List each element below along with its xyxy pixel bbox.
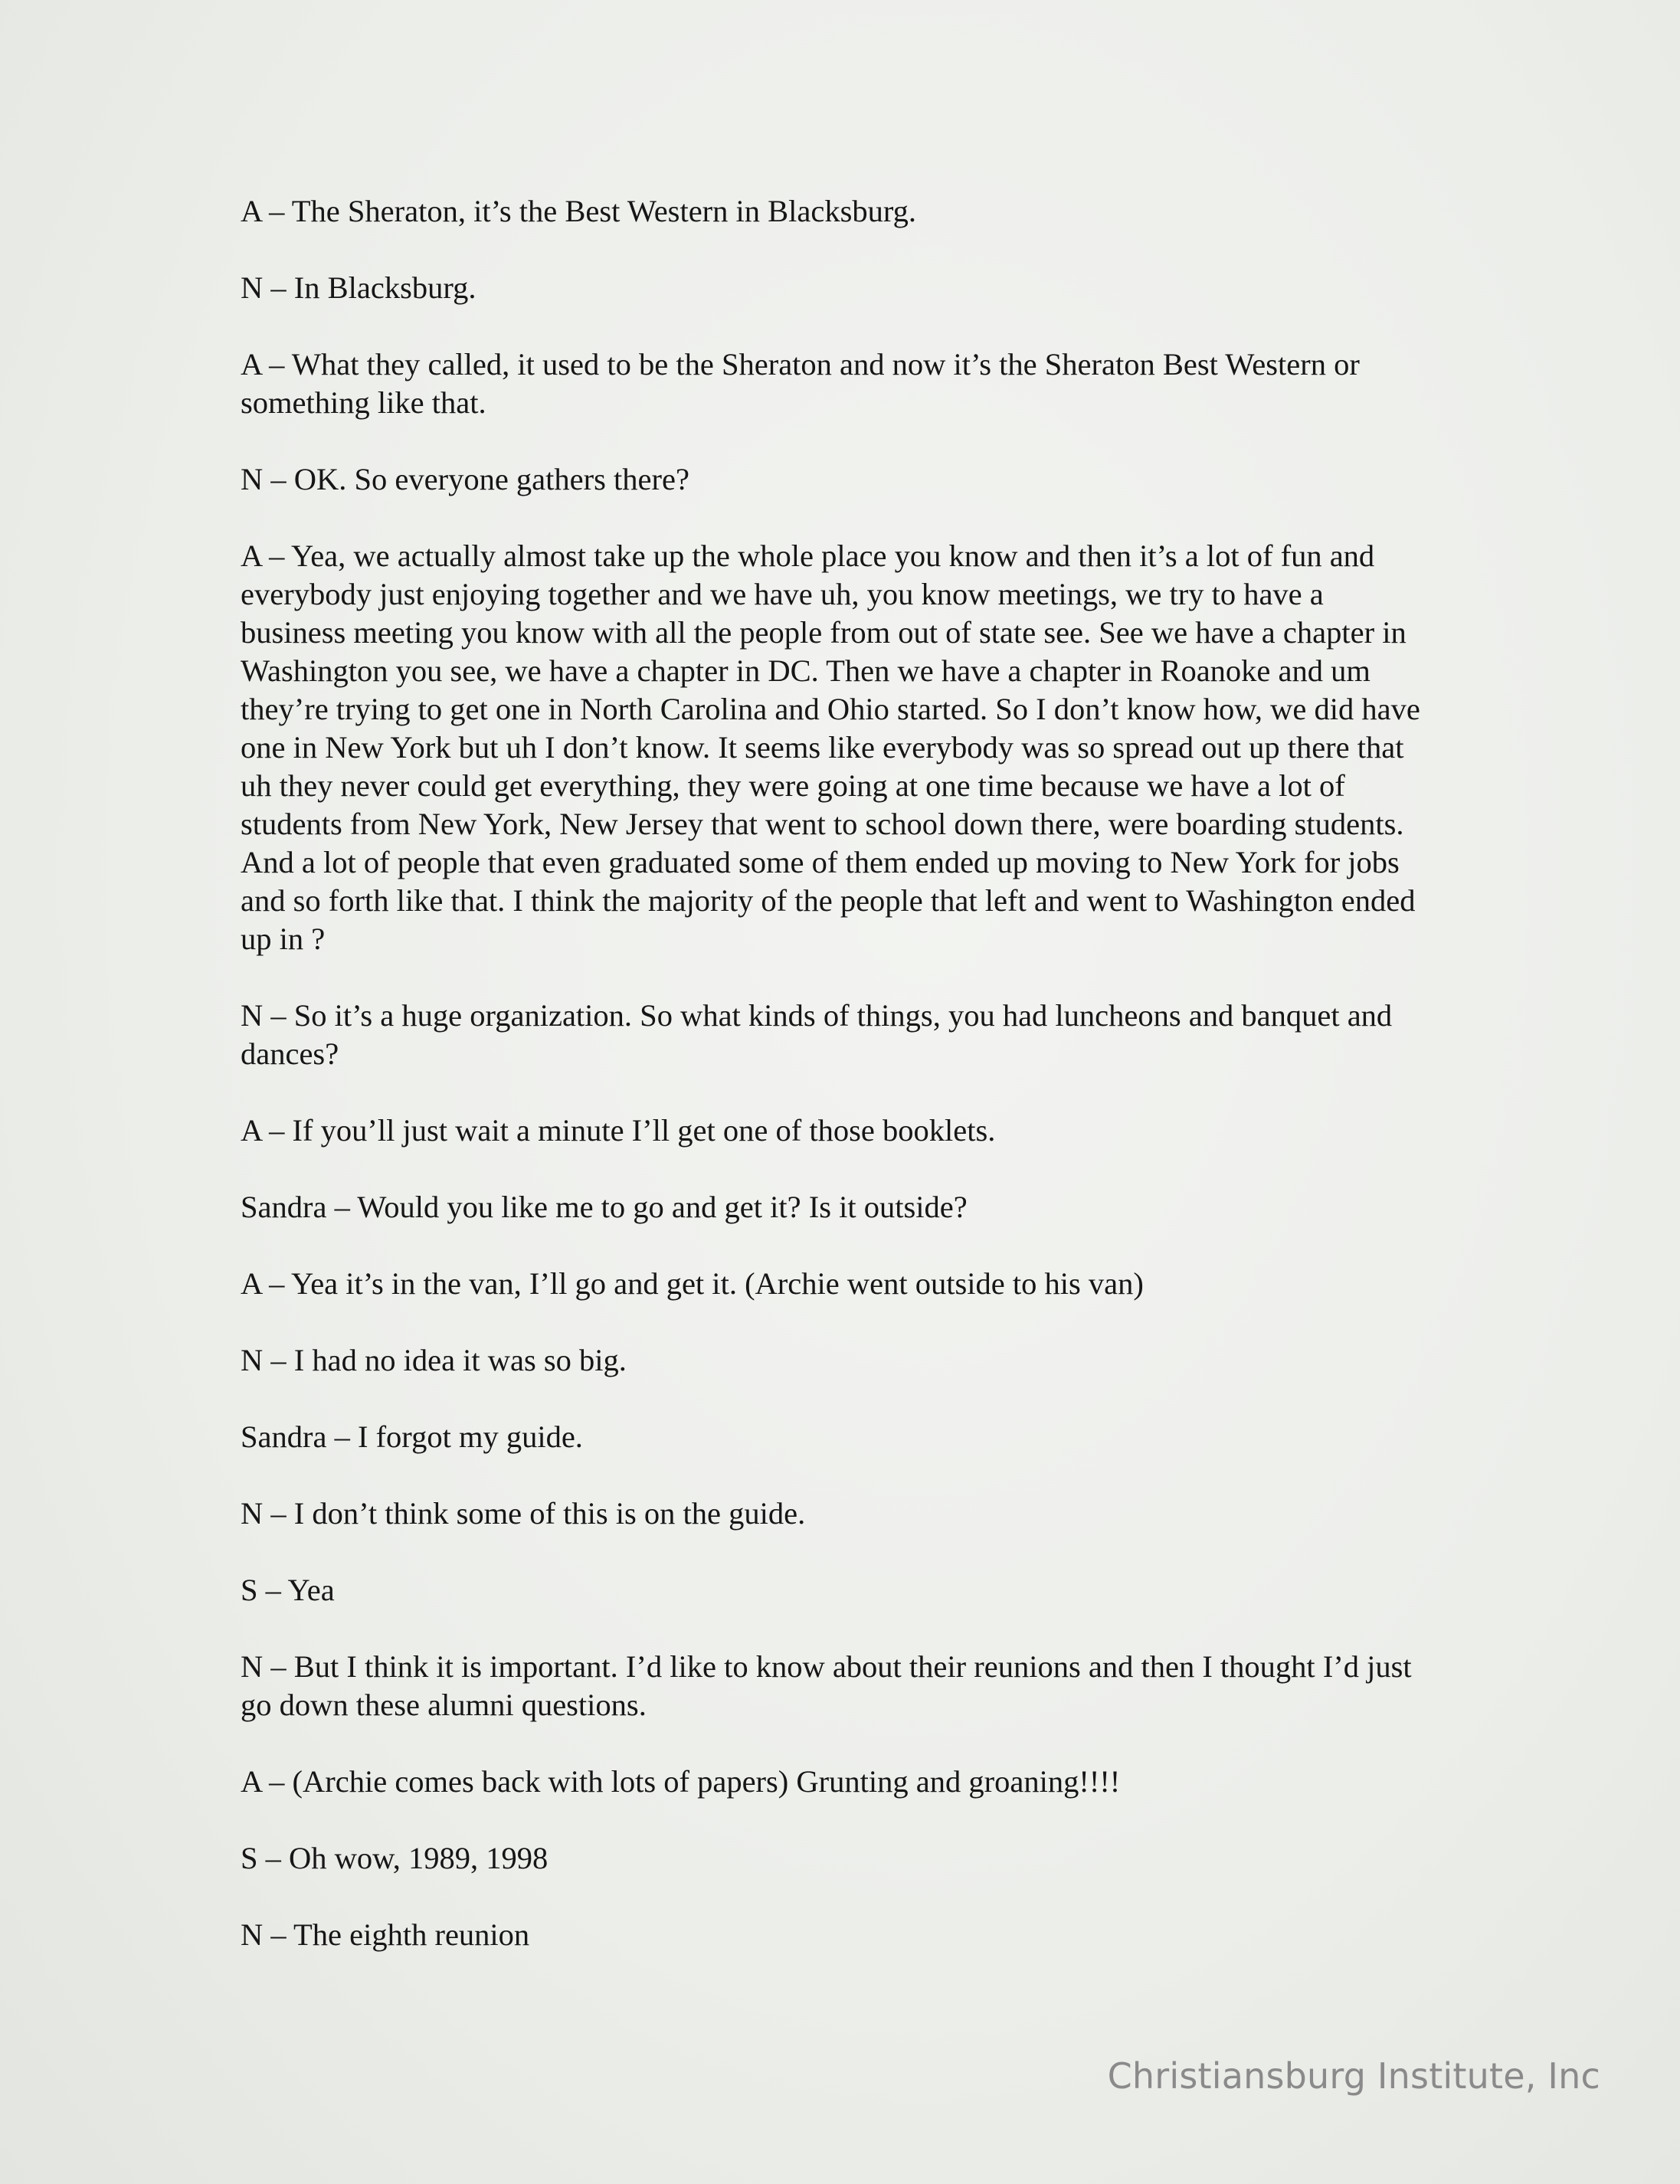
transcript-paragraph: A – Yea, we actually almost take up the whole place you know and then it’s a lot of fun and everybody just enjoying together and we have uh, you know meetings, we try to have a business meeting you know with all the people from out of state see. See we have a chapter in Washington you see, we have a chapter in DC. Then we have a chapter in Roanoke and um they’re trying to get one in North Carolina and Ohio started. So I don’t know how, we did have one in New York but uh I don’t know. It seems like everybody was so spread out up there that uh they never could get everything, they were going at one time because we have a lot of students from New York, New Jersey that went to school down there, were boarding students. And a lot of people that even graduated some of them ended up moving to New York for jobs and so forth like that. I think the majority of the people that left and went to Washington ended up in ? [241, 539, 1420, 956]
transcript-paragraph: A – The Sheraton, it’s the Best Western in Blacksburg. [241, 194, 917, 228]
transcript-paragraph: A – (Archie comes back with lots of papers) Grunting and groaning!!!! [241, 1764, 1121, 1799]
transcript-paragraph: Sandra – I forgot my guide. [241, 1419, 583, 1454]
transcript-paragraph: S – Oh wow, 1989, 1998 [241, 1841, 549, 1875]
transcript-paragraph: N – I had no idea it was so big. [241, 1343, 627, 1377]
transcript-paragraph: N – The eighth reunion [241, 1917, 530, 1952]
transcript-paragraph: N – In Blacksburg. [241, 270, 476, 305]
transcript-paragraph: N – I don’t think some of this is on the guide. [241, 1496, 806, 1531]
transcript-paragraph: A – What they called, it used to be the Sheraton and now it’s the Sheraton Best Western or something like that. [241, 347, 1360, 420]
transcript-paragraph: N – But I think it is important. I’d like to know about their reunions and then I thought I’d just go down these alumni questions. [241, 1649, 1412, 1722]
transcript-paragraph: A – If you’ll just wait a minute I’ll get one of those booklets. [241, 1113, 996, 1148]
transcript-paragraph: N – OK. So everyone gathers there? [241, 462, 689, 496]
watermark-text: Christiansburg Institute, Inc [1107, 2055, 1600, 2097]
transcript-paragraph: Sandra – Would you like me to go and get it? Is it outside? [241, 1190, 968, 1224]
transcript-paragraph: A – Yea it’s in the van, I’ll go and get it. (Archie went outside to his van) [241, 1266, 1144, 1301]
transcript-body [241, 192, 1436, 1992]
transcript-paragraph: N – So it’s a huge organization. So what kinds of things, you had luncheons and banquet and dances? [241, 998, 1393, 1071]
transcript-paragraph: S – Yea [241, 1573, 335, 1607]
